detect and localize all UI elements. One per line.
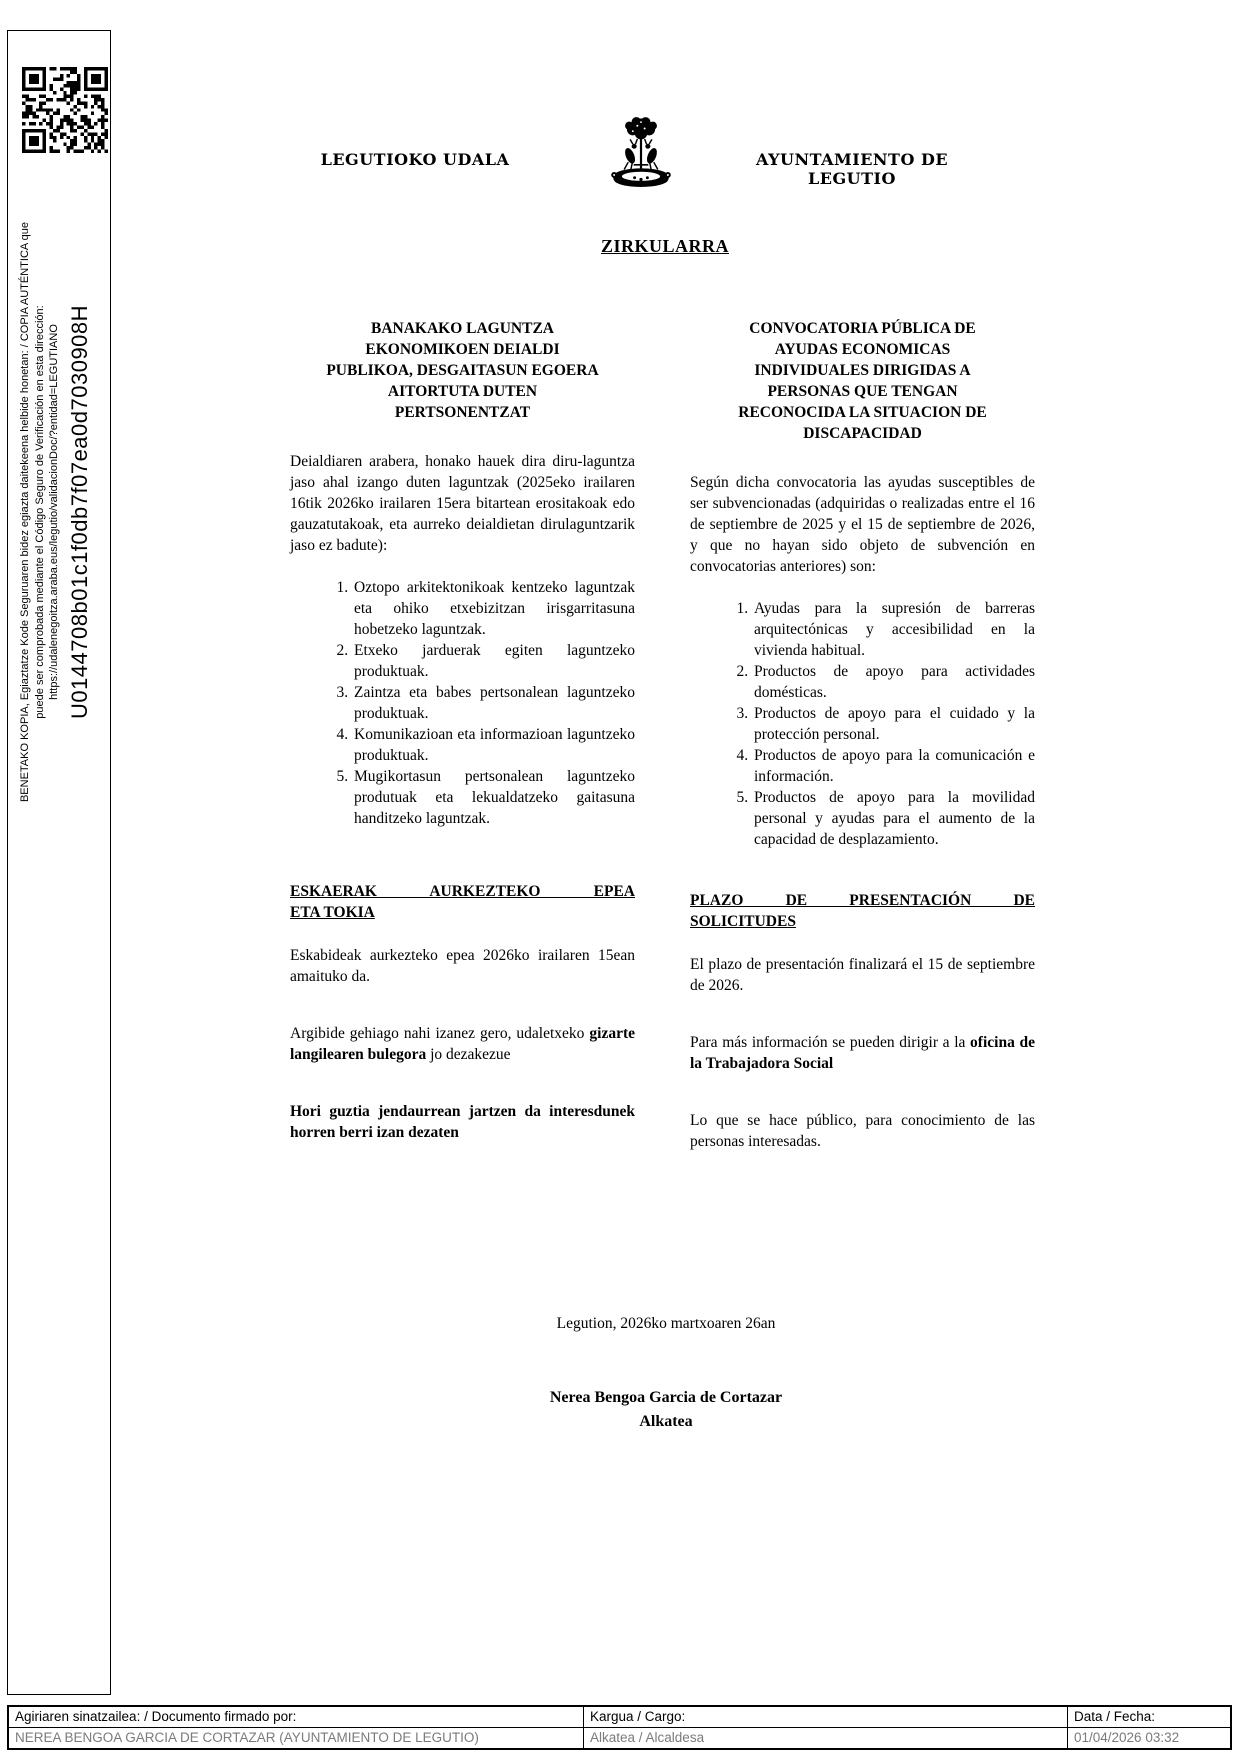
list-item: 3. Zaintza eta babes pertsonalean laguntzeko produktuak. — [352, 682, 635, 724]
basque-heading-line: PUBLIKOA, DESGAITASUN EGOERA — [326, 362, 599, 379]
spanish-heading-line: DISCAPACIDAD — [803, 425, 922, 442]
spanish-info-paragraph — [690, 1032, 1035, 1074]
list-item: 2. Productos de apoyo para actividades domésticas. — [752, 661, 1035, 703]
footer-header-signer: Agiriaren sinatzailea: / Documento firmado por: — [9, 1707, 584, 1727]
cert-line-2: puede ser comprobada mediante el Código Seguro de Verificación en esta dirección: — [33, 305, 46, 719]
basque-intro-paragraph: Deialdiaren arabera, honako hauek dira diru-laguntza jaso ahal izango duten laguntzak (2025eko irailaren 16tik 2026ko irailaren 15era bitartean erositakoak edo gauzatutakoak, eta aurreko deialdietan dirulaguntzarik jaso ez badute): — [290, 453, 635, 554]
spanish-deadline-paragraph: El plazo de presentación finalizará el 15 de septiembre de 2026. — [690, 956, 1035, 994]
list-item: 1. Ayudas para la supresión de barreras arquitectónicas y accesibilidad en la vivienda habitual. — [752, 598, 1035, 661]
list-item: 3. Productos de apoyo para el cuidado y la protección personal. — [752, 703, 1035, 745]
section-heading-line: PLAZO DE PRESENTACIÓN DE — [690, 892, 1035, 909]
column-basque — [290, 318, 635, 1164]
list-item: 4. Productos de apoyo para la comunicación e información. — [752, 745, 1035, 787]
column-spanish — [690, 318, 1035, 1173]
basque-heading-line: AITORTUTA DUTEN — [387, 383, 538, 400]
footer-header-date: Data / Fecha: — [1074, 1709, 1156, 1724]
basque-heading-line: PERTSONENTZAT — [394, 404, 531, 421]
section-heading-line: SOLICITUDES — [690, 913, 796, 930]
basque-deadline-paragraph: Eskabideak aurkezteko epea 2026ko irailaren 15ean amaituko da. — [290, 947, 635, 985]
section-heading-line: ETA TOKIA — [290, 904, 375, 921]
basque-heading-line: EKONOMIKOEN DEIALDI — [365, 341, 560, 358]
list-item: 2. Etxeko jarduerak egiten laguntzeko produktuak. — [352, 640, 635, 682]
spanish-section-heading — [690, 890, 1035, 932]
signer-role: Alkatea — [639, 1413, 693, 1430]
footer-value-date: 01/04/2026 03:32 — [1074, 1730, 1180, 1745]
spanish-intro-paragraph: Según dicha convocatoria las ayudas susceptibles de ser subvencionadas (adquiridas o realizadas entre el 16 de septiembre de 2025 y el 15 de septiembre de 2026, y que no hayan sido objeto de subvención en convocatorias anteriores) son: — [690, 474, 1035, 575]
org-name-spanish: AYUNTAMIENTO DE LEGUTIO — [755, 150, 949, 188]
cert-verification-url: https://udalenegoitza.araba.eus/legutio/validacionDoc/?entidad=LEGUTIANO — [48, 324, 60, 700]
list-item: 4. Komunikazioan eta informazioan laguntzeko produktuak. — [352, 724, 635, 766]
footer-header-row — [9, 1707, 1230, 1728]
paragraph-bold-text: gizarte langilearen bulegora — [290, 1025, 635, 1063]
signature-footer-table — [7, 1705, 1232, 1750]
footer-value-role: Alkatea / Alcaldesa — [584, 1728, 1068, 1748]
paragraph-bold-text: oficina de la Trabajadora Social — [690, 1034, 1035, 1072]
basque-aid-list — [290, 577, 635, 829]
footer-value-signer: NEREA BENGOA GARCIA DE CORTAZAR (AYUNTAMIENTO DE LEGUTIO) — [9, 1728, 584, 1748]
spanish-heading-line: INDIVIDUALES DIRIGIDAS A — [754, 362, 971, 379]
basque-info-paragraph — [290, 1023, 635, 1065]
list-item: 5. Mugikortasun pertsonalean laguntzeko produtuak eta lekualdatzeko gaitasuna handitzeko laguntzak. — [352, 766, 635, 829]
place-and-date: Legution, 2026ko martxoaren 26an — [556, 1315, 776, 1332]
footer-header-role: Kargua / Cargo: — [584, 1707, 1068, 1727]
paragraph-text: Para más información se pueden dirigir a la — [690, 1034, 971, 1051]
document-title: ZIRKULARRA — [600, 236, 729, 256]
paragraph-text: jo dezakezue — [426, 1046, 511, 1063]
basque-heading — [290, 318, 635, 423]
paragraph-bold-text: Hori guztia jendaurrean jartzen da interesdunek horren berri izan dezaten — [290, 1103, 635, 1141]
signer-name: Nerea Bengoa Garcia de Cortazar — [549, 1389, 783, 1406]
list-item: 5. Productos de apoyo para la movilidad personal y ayudas para el aumento de la capacidad de desplazamiento. — [752, 787, 1035, 850]
basque-section-heading — [290, 881, 635, 923]
certification-vertical-text — [18, 140, 110, 884]
section-heading-line: ESKAERAK AURKEZTEKO EPEA — [290, 883, 635, 900]
footer-value-row — [9, 1728, 1230, 1748]
cert-line-1: BENETAKO KOPIA, Egiaztatze Kode Seguruaren bidez egiazta daitekeena helbide honetan: / COPIA AUTÉNTICA que — [19, 221, 31, 803]
basque-heading-line: BANAKAKO LAGUNTZA — [370, 320, 554, 337]
csv-code: U0144708b01c1f0db7f07ea0d7030908H — [66, 304, 92, 720]
tree-emblem-icon — [603, 113, 679, 195]
org-name-basque: LEGUTIOKO UDALA — [320, 150, 510, 169]
spanish-heading — [690, 318, 1035, 444]
basque-public-notice — [290, 1101, 635, 1143]
spanish-heading-line: PERSONAS QUE TENGAN — [767, 383, 958, 400]
spanish-heading-line: RECONOCIDA LA SITUACION DE — [738, 404, 987, 421]
spanish-public-notice: Lo que se hace público, para conocimiento de las personas interesadas. — [690, 1112, 1035, 1150]
signature-block — [366, 1386, 966, 1434]
spanish-aid-list — [690, 598, 1035, 850]
paragraph-text: Argibide gehiago nahi izanez gero, udaletxeko — [290, 1025, 590, 1042]
list-item: 1. Oztopo arkitektonikoak kentzeko laguntzak eta ohiko etxebizitzan irisgarritasuna hobetzeko laguntzak. — [352, 577, 635, 640]
spanish-heading-line: AYUDAS ECONOMICAS — [774, 341, 951, 358]
spanish-heading-line: CONVOCATORIA PÚBLICA DE — [749, 320, 976, 337]
